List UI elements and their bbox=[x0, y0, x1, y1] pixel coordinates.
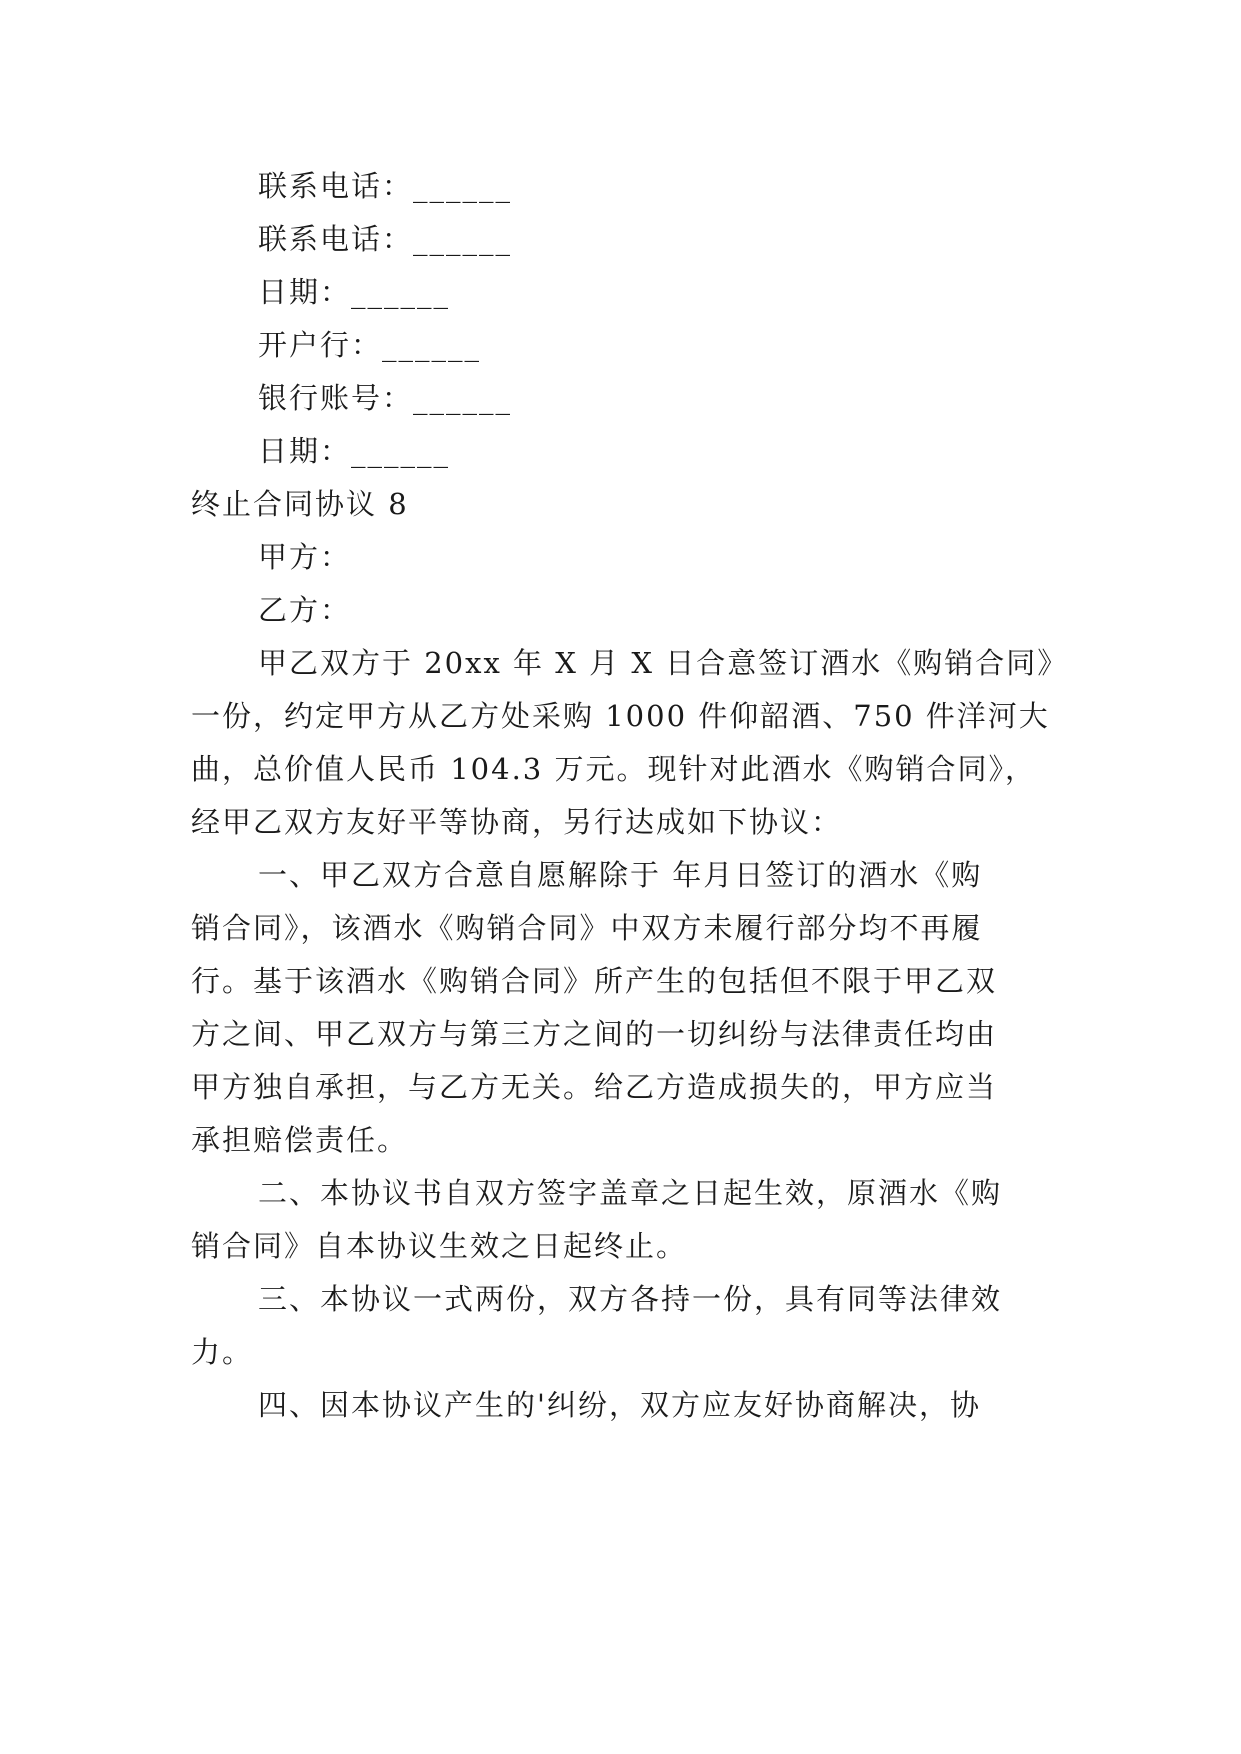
clause-3-line: 力。 bbox=[191, 1335, 254, 1369]
bank-name bbox=[258, 325, 481, 365]
contact-phone-2-value: ______ bbox=[413, 222, 513, 256]
bank-account-label: 银行账号： bbox=[258, 381, 414, 415]
clause-2-line: 销合同》自本协议生效之日起终止。 bbox=[191, 1229, 688, 1263]
date-2 bbox=[258, 431, 450, 471]
body-line: 曲，总价值人民币 104.3 万元。现针对此酒水《购销合同》， bbox=[191, 752, 1036, 786]
contact-phone-1 bbox=[258, 166, 512, 206]
bank-account-value: ______ bbox=[413, 381, 513, 415]
date-1 bbox=[258, 272, 450, 312]
clause-1-line: 一、甲乙双方合意自愿解除于 年月日签订的酒水《购 bbox=[258, 858, 983, 892]
party-a: 甲方： bbox=[258, 540, 352, 574]
agreement-title: 终止合同协议 8 bbox=[191, 487, 409, 521]
body-line: 一份，约定甲方从乙方处采购 1000 件仰韶酒、750 件洋河大 bbox=[191, 699, 1050, 733]
bank-account bbox=[258, 378, 512, 418]
clause-1-line: 方之间、甲乙双方与第三方之间的一切纠纷与法律责任均由 bbox=[191, 1017, 998, 1051]
bank-name-label: 开户行： bbox=[258, 328, 383, 362]
clause-2-line: 二、本协议书自双方签字盖章之日起生效，原酒水《购 bbox=[258, 1176, 1003, 1210]
party-b: 乙方： bbox=[258, 593, 352, 627]
clause-3-line: 三、本协议一式两份，双方各持一份，具有同等法律效 bbox=[258, 1282, 1003, 1316]
date-1-label: 日期： bbox=[258, 275, 352, 309]
date-2-value: ______ bbox=[351, 434, 451, 468]
date-1-value: ______ bbox=[351, 275, 451, 309]
clause-1-line: 行。基于该酒水《购销合同》所产生的包括但不限于甲乙双 bbox=[191, 964, 998, 998]
bank-name-value: ______ bbox=[382, 328, 482, 362]
clause-4-line: 四、因本协议产生的'纠纷，双方应友好协商解决，协 bbox=[258, 1388, 981, 1422]
body-line: 经甲乙双方友好平等协商，另行达成如下协议： bbox=[191, 805, 843, 839]
contact-phone-2-label: 联系电话： bbox=[258, 222, 414, 256]
contact-phone-2 bbox=[258, 219, 512, 259]
date-2-label: 日期： bbox=[258, 434, 352, 468]
body-line: 甲乙双方于 20xx 年 X 月 X 日合意签订酒水《购销合同》 bbox=[258, 646, 1069, 680]
clause-1-line: 承担赔偿责任。 bbox=[191, 1123, 409, 1157]
contact-phone-1-label: 联系电话： bbox=[258, 169, 414, 203]
clause-1-line: 甲方独自承担，与乙方无关。给乙方造成损失的，甲方应当 bbox=[191, 1070, 998, 1104]
contact-phone-1-value: ______ bbox=[413, 169, 513, 203]
clause-1-line: 销合同》，该酒水《购销合同》中双方未履行部分均不再履 bbox=[191, 911, 983, 945]
